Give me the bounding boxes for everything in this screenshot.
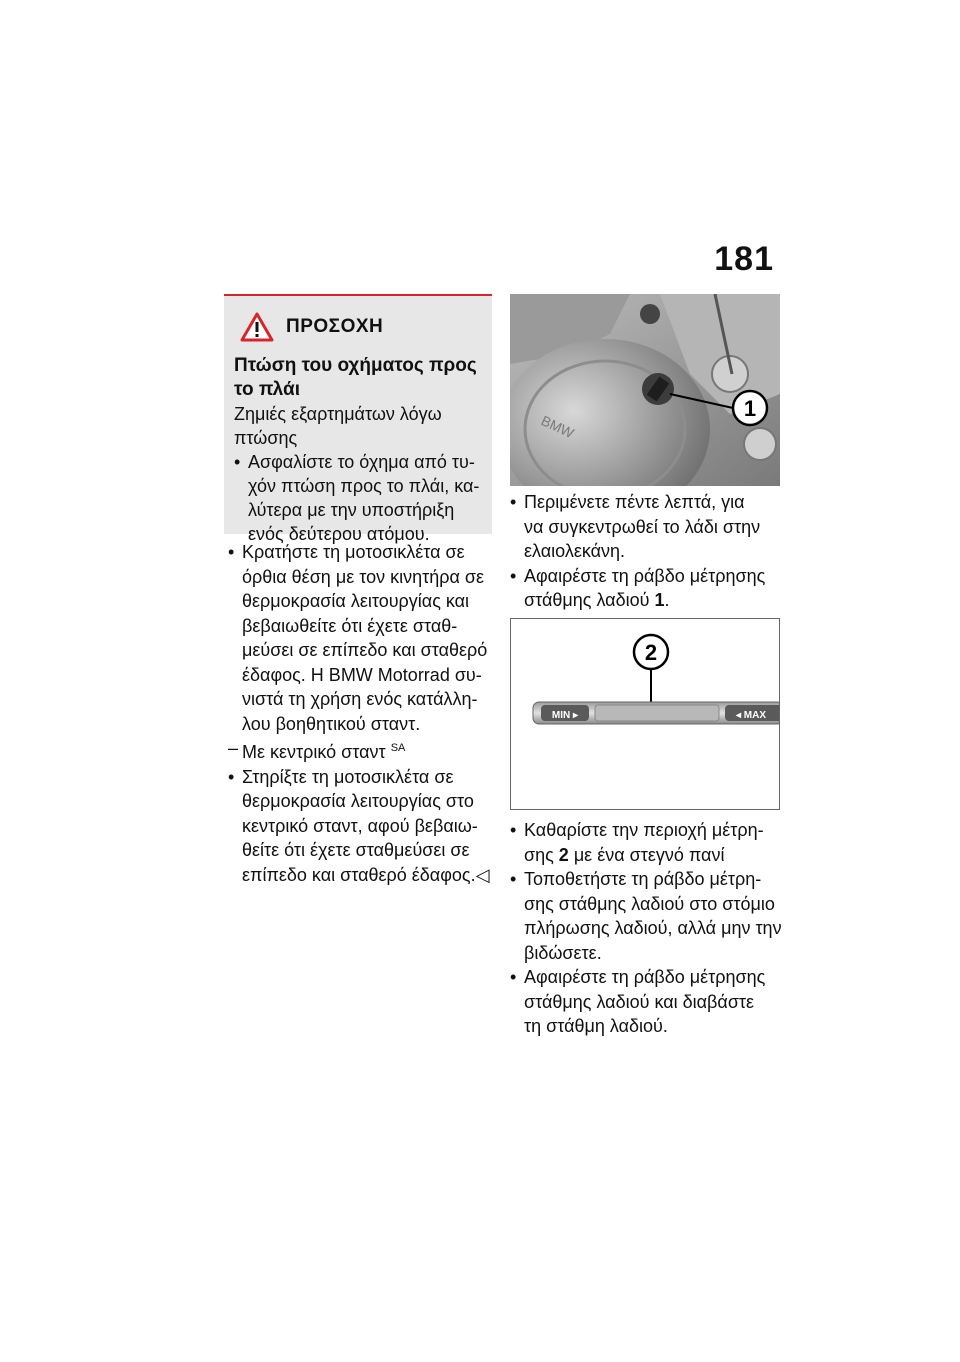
- step-insert-dipstick: [510, 867, 782, 965]
- warning-text-line: πτώσης: [234, 428, 298, 448]
- text-line: κεντρικό σταντ, αφού βεβαιω-: [242, 815, 478, 836]
- callout-1-label: 1: [743, 396, 757, 421]
- text-line: σης στάθμης λαδιού στο στόμιο: [524, 893, 775, 914]
- step-read-level: [510, 965, 782, 1039]
- text-line: Περιμένετε πέντε λεπτά, για: [524, 492, 745, 512]
- text-line: Αφαιρέστε τη ράβδο μέτρησης: [524, 967, 766, 987]
- step-hold-upright: [228, 540, 490, 736]
- min-mark-label: MIN ▸: [551, 710, 579, 721]
- text-span: .: [664, 590, 670, 610]
- text-line: όρθια θέση με τον κινητήρα σε: [242, 566, 484, 587]
- text-line: επίπεδο και σταθερό έδαφος.◁: [242, 864, 490, 885]
- callout-2-label: 2: [644, 640, 658, 665]
- text-line: Στηρίξτε τη μοτοσικλέτα σε: [242, 766, 454, 787]
- bullet-mark: •: [228, 766, 235, 787]
- text-line: [524, 843, 782, 868]
- text-line: Τοποθετήστε τη ράβδο μέτρη-: [524, 869, 762, 889]
- text-line: να συγκεντρωθεί το λάδι στην: [524, 516, 761, 537]
- warning-subtitle: [234, 354, 482, 402]
- right-column-upper: [510, 490, 782, 613]
- text-line: βεβαιωθείτε ότι έχετε σταθ-: [242, 615, 458, 636]
- warning-title: ΠΡΟΣΟΧΗ: [286, 316, 384, 337]
- warning-text: [234, 402, 482, 450]
- bullet-mark: •: [510, 820, 517, 840]
- text-line: βιδώσετε.: [524, 942, 602, 963]
- text-line: πλήρωσης λαδιού, αλλά μην την: [524, 918, 782, 938]
- warning-subtitle-line: Πτώση του οχήματος προς: [234, 355, 477, 376]
- text-line: ελαιολεκάνη.: [524, 541, 626, 561]
- text-span: με ένα στεγνό πανί: [568, 844, 725, 865]
- text-line: μεύσει σε επίπεδο και σταθερό: [242, 640, 488, 660]
- right-column-lower: [510, 818, 782, 1039]
- text-line: στάθμης λαδιού και διαβάστε: [524, 991, 755, 1012]
- page-number: 181: [714, 240, 774, 278]
- text-line: έδαφος. Η BMW Motorrad συ-: [242, 664, 482, 685]
- text-line: θερμοκρασία λειτουργίας και: [242, 591, 470, 611]
- text-span: σης: [524, 844, 559, 865]
- text-line: λου βοηθητικού σταντ.: [242, 713, 421, 734]
- reference-number: 1: [654, 590, 665, 610]
- warning-bullet-line: χόν πτώση προς το πλάι, κα-: [248, 476, 480, 496]
- warning-text-line: Ζημιές εξαρτημάτων λόγω: [234, 404, 442, 424]
- text-line: Καθαρίστε την περιοχή μέτρη-: [524, 820, 764, 840]
- step-remove-dipstick: [510, 564, 782, 613]
- engine-illustration: [510, 294, 780, 486]
- warning-box: [224, 294, 492, 544]
- max-mark-label: ◂ MAX: [735, 710, 767, 721]
- text-line: Αφαιρέστε τη ράβδο μέτρησης: [524, 565, 766, 586]
- text-line: νιστά τη χρήση ενός κατάλλη-: [242, 689, 478, 709]
- warning-triangle-icon: [240, 312, 274, 342]
- text-line: Κρατήστε τη μοτοσικλέτα σε: [242, 542, 465, 562]
- dash-mark: –: [228, 738, 239, 758]
- text-line: τη στάθμη λαδιού.: [524, 1016, 668, 1036]
- bullet-mark: •: [510, 565, 517, 586]
- text-span: στάθμης λαδιού: [524, 590, 655, 610]
- bullet-mark: •: [510, 869, 517, 889]
- bmw-emboss: BMW: [538, 412, 577, 442]
- reference-number: 2: [558, 844, 569, 865]
- left-column: [228, 540, 490, 887]
- warning-bullet-line: λύτερα με την υποστήριξη: [248, 500, 455, 520]
- bullet-mark: •: [510, 967, 517, 987]
- step-wait: [510, 490, 782, 564]
- text-line: θείτε ότι έχετε σταθμεύσει σε: [242, 840, 470, 860]
- dipstick-figure: [510, 618, 780, 810]
- text-line: θερμοκρασία λειτουργίας στο: [242, 791, 474, 811]
- bullet-mark: •: [228, 542, 235, 562]
- bullet-mark: •: [234, 452, 241, 472]
- warning-bullet-line: ενός δεύτερου ατόμου.: [248, 524, 430, 544]
- text-line: [524, 588, 782, 613]
- warning-bullet-line: Ασφαλίστε το όχημα από τυ-: [248, 452, 475, 472]
- step-center-stand: [228, 765, 490, 888]
- bullet-mark: •: [510, 492, 517, 512]
- dipstick-illustration: [511, 619, 779, 809]
- option-center-stand: [228, 736, 490, 765]
- warning-bullet-item: [234, 450, 482, 546]
- warning-subtitle-line: το πλάι: [234, 379, 300, 400]
- step-clean-area: [510, 818, 782, 867]
- warning-header: [240, 310, 482, 344]
- option-label: Με κεντρικό σταντ: [242, 742, 386, 762]
- engine-photo: [510, 294, 780, 486]
- optional-equipment-mark: SA: [390, 742, 406, 754]
